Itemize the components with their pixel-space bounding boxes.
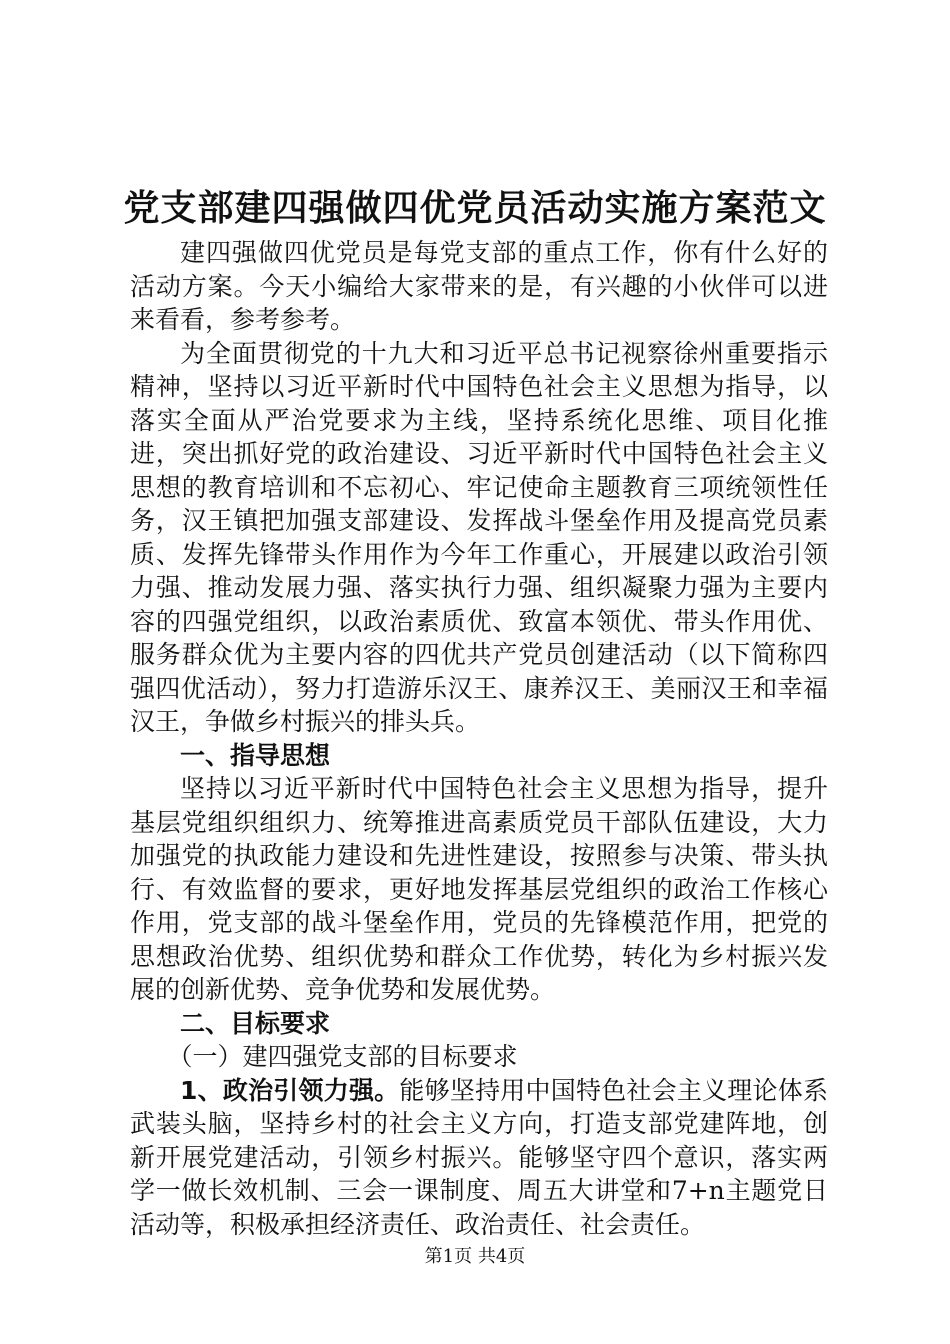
body-paragraph-2: 坚持以习近平新时代中国特色社会主义思想为指导，提升基层党组织组织力、统筹推进高素质党员干部队伍建设，大力加强党的执政能力建设和先进性建设，按照参与决策、带头执行、有效监督的要求，更好地发挥基层党组织的政治工作核心作用，党支部的战斗堡垒作用，党员的先锋模范作用，把党的思想政治优势、组织优势和群众工作优势，转化为乡村振兴发展的创新优势、竞争优势和发展优势。 (130, 774, 828, 1004)
list-item-lead: 1、政治引领力强。 (180, 1075, 400, 1105)
page-footer: 第1页 共4页 (424, 1246, 526, 1267)
list-item-political-leadership (130, 1074, 828, 1242)
document-body (130, 236, 828, 1241)
document-title: 党支部建四强做四优党员活动实施方案范文 (123, 187, 827, 229)
body-paragraph-1: 为全面贯彻党的十九大和习近平总书记视察徐州重要指示精神，坚持以习近平新时代中国特色社会主义思想为指导，以落实全面从严治党要求为主线，坚持系统化思维、项目化推进，突出抓好党的政治建设、习近平新时代中国特色社会主义思想的教育培训和不忘初心、牢记使命主题教育三项统领性任务，汉王镇把加强支部建设、发挥战斗堡垒作用及提高党员素质、发挥先锋带头作用作为今年工作重心，开展建以政治引领力强、推动发展力强、落实执行力强、组织凝聚力强为主要内容的四强党组织，以政治素质优、致富本领优、带头作用优、服务群众优为主要内容的四优共产党员创建活动（以下简称四强四优活动），努力打造游乐汉王、康养汉王、美丽汉王和幸福汉王，争做乡村振兴的排头兵。 (130, 338, 828, 736)
section-heading-goals: 二、目标要求 (180, 1008, 331, 1038)
list-item-text: 能够坚持用中国特色社会主义理论体系武装头脑，坚持乡村的社会主义方向，打造支部党建阵地，创新开展党建活动，引领乡村振兴。能够坚守四个意识，落实两学一做长效机制、三会一课制度、周五大讲堂和7+n主题党日活动等，积极承担经济责任、政治责任、社会责任。 (130, 1075, 828, 1239)
intro-paragraph: 建四强做四优党员是每党支部的重点工作，你有什么好的活动方案。今天小编给大家带来的是，有兴趣的小伙伴可以进来看看，参考参考。 (130, 238, 828, 334)
subsection-heading-four-strong: （一）建四强党支部的目标要求 (167, 1042, 518, 1071)
section-heading-guiding-ideology: 一、指导思想 (180, 740, 331, 770)
